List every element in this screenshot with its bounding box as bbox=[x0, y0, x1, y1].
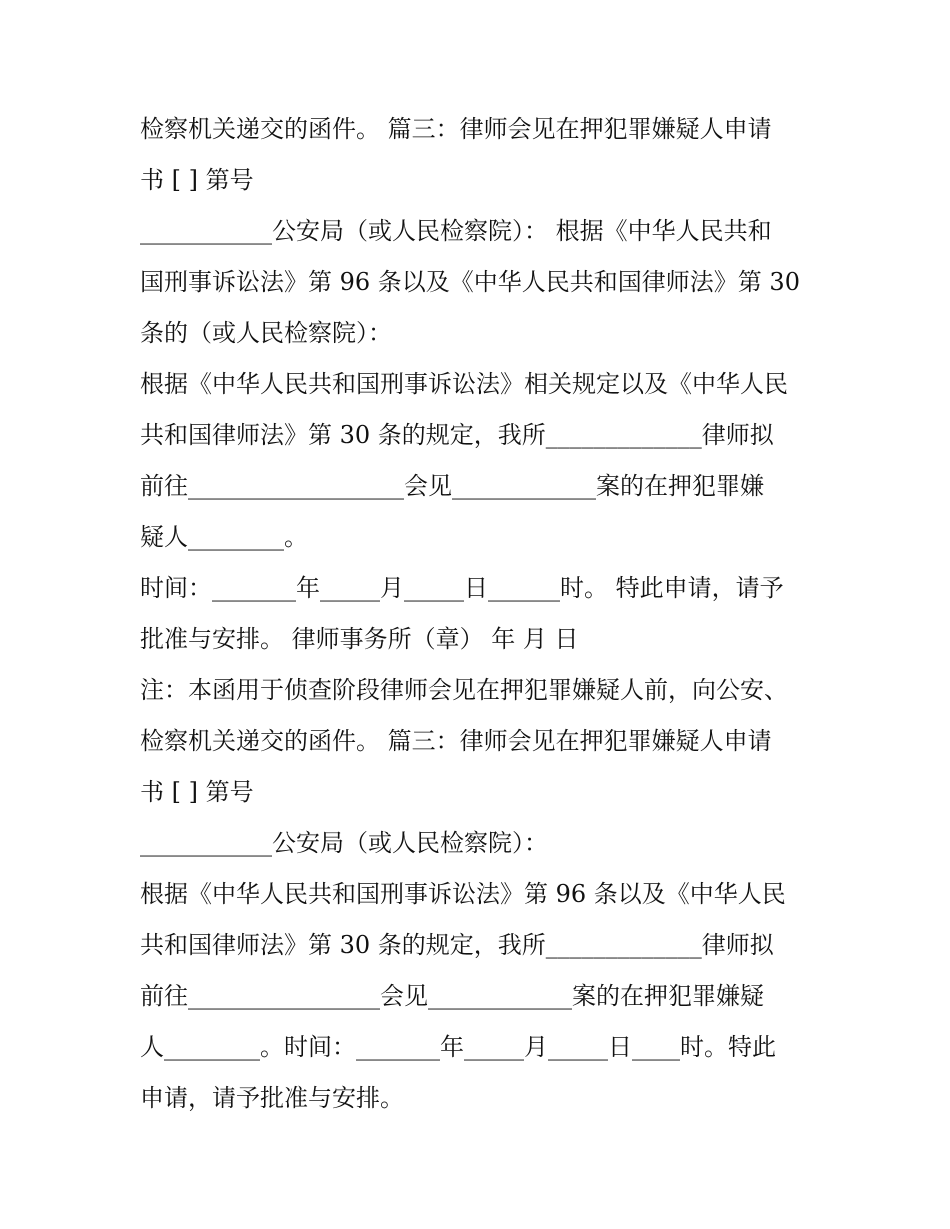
text-line: 根据《中华人民共和国刑事诉讼法》第 96 条以及《中华人民 bbox=[140, 880, 786, 908]
document-body bbox=[140, 104, 820, 1124]
text-line: 疑人________。 bbox=[140, 523, 308, 551]
text-line: 条的（或人民检察院）： bbox=[140, 319, 392, 347]
text-line: 注：本函用于侦查阶段律师会见在押犯罪嫌疑人前，向公安、 bbox=[140, 676, 788, 704]
text-line: 时间：_______年_____月_____日______时。 特此申请，请予 bbox=[140, 574, 784, 602]
text-line: 书 [ ] 第号 bbox=[140, 778, 254, 806]
text-line: 批准与安排。 律师事务所（章） 年 月 日 bbox=[140, 625, 579, 653]
text-line: 前往__________________会见____________案的在押犯罪嫌 bbox=[140, 472, 764, 500]
text-line: 根据《中华人民共和国刑事诉讼法》相关规定以及《中华人民 bbox=[140, 370, 788, 398]
text-line: ___________公安局（或人民检察院）： 根据《中华人民共和 bbox=[140, 217, 772, 245]
text-line: 国刑事诉讼法》第 96 条以及《中华人民共和国律师法》第 30 bbox=[140, 268, 800, 296]
text-line: 共和国律师法》第 30 条的规定，我所_____________律师拟 bbox=[140, 421, 774, 449]
text-line: 申请，请予批准与安排。 bbox=[140, 1084, 404, 1112]
text-line: 书 [ ] 第号 bbox=[140, 166, 254, 194]
text-line: 前往________________会见____________案的在押犯罪嫌疑 bbox=[140, 982, 764, 1010]
text-line: 人________。时间：_______年_____月_____日____时。特此 bbox=[140, 1033, 776, 1061]
text-line: 检察机关递交的函件。 篇三：律师会见在押犯罪嫌疑人申请 bbox=[140, 115, 772, 143]
text-line: ___________公安局（或人民检察院）： bbox=[140, 829, 548, 857]
text-line: 共和国律师法》第 30 条的规定，我所_____________律师拟 bbox=[140, 931, 774, 959]
text-line: 检察机关递交的函件。 篇三：律师会见在押犯罪嫌疑人申请 bbox=[140, 727, 772, 755]
